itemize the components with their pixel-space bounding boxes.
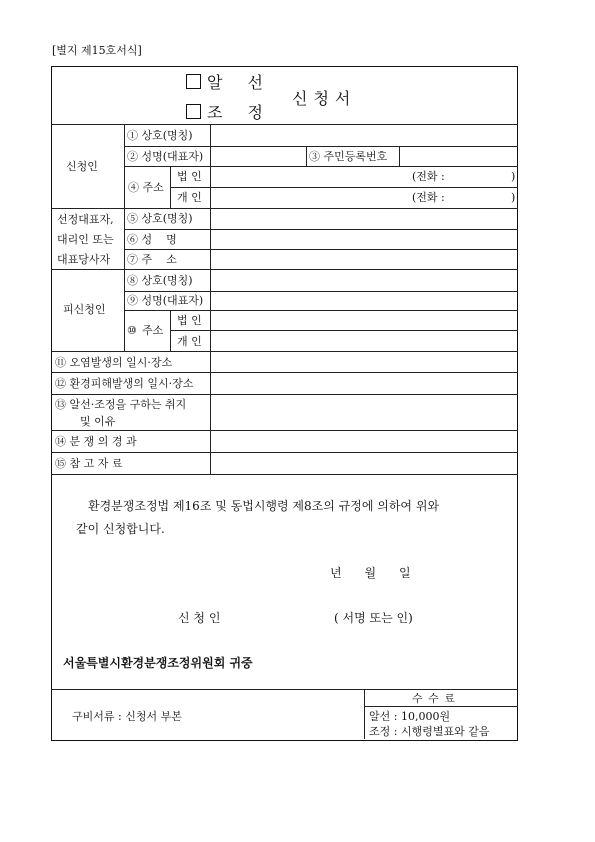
respondent-section-label: 피신청인 — [63, 303, 106, 316]
applicant-address-label: ④ 주소 — [128, 181, 164, 194]
title-option-conciliation[interactable]: 조 정 — [186, 103, 273, 122]
declaration-line-1: 환경분쟁조정법 제16조 및 동법시행령 제8조의 규정에 의하여 위와 — [88, 499, 439, 513]
fee-conciliation: 조정 : 시행령별표와 같음 — [369, 725, 490, 738]
dispute-history-label: ⑭ 분 쟁 의 경 과 — [55, 435, 137, 448]
purpose-label-1: ⑬ 알선·조정을 구하는 취지 — [55, 398, 187, 411]
required-documents: 구비서류 : 신청서 부본 — [72, 710, 182, 723]
date-line: 년 월 일 — [330, 566, 411, 580]
title-main: 신청서 — [292, 89, 357, 108]
applicant-name-label: ② 성명(대표자) — [127, 150, 204, 163]
applicant-company-label: ① 상호(명칭) — [127, 129, 193, 142]
representative-company-label: ⑤ 상호(명칭) — [127, 212, 193, 225]
representative-section-label-2: 대리인 또는 — [57, 233, 114, 246]
applicant-corporate-label: 법 인 — [177, 170, 202, 183]
representative-section-label-1: 선정대표자, — [57, 213, 114, 226]
representative-address-label: ⑦ 주 소 — [127, 253, 177, 266]
purpose-label-2: 및 이유 — [80, 415, 116, 428]
representative-section-label-3: 대표당사자 — [57, 253, 111, 266]
applicant-individual-label: 개 인 — [177, 191, 202, 204]
applicant-corporate-phone-open: (전화 : — [412, 170, 445, 183]
applicant-individual-phone-open: (전화 : — [412, 191, 445, 204]
fee-mediation: 알선 : 10,000원 — [369, 710, 451, 723]
applicant-sign-label: 신 청 인 — [178, 611, 221, 625]
checkbox-conciliation[interactable] — [186, 104, 201, 119]
respondent-address-number: ⑩ — [127, 324, 137, 337]
pollution-datetime-place-label: ⑪ 오염발생의 일시·장소 — [55, 356, 173, 369]
respondent-company-label: ⑧ 상호(명칭) — [127, 274, 193, 287]
declaration-line-2: 같이 신청합니다. — [76, 522, 165, 536]
damage-datetime-place-label: ⑫ 환경피해발생의 일시·장소 — [55, 377, 194, 390]
representative-name-label: ⑥ 성 명 — [127, 233, 177, 246]
applicant-corporate-phone-close: ) — [511, 170, 516, 183]
respondent-individual-label: 개 인 — [177, 335, 202, 348]
respondent-name-label: ⑨ 성명(대표자) — [127, 294, 204, 307]
title-option-mediation[interactable]: 알 선 — [186, 73, 273, 92]
applicant-individual-phone-close: ) — [511, 191, 516, 204]
applicant-resident-no-label: ③ 주민등록번호 — [309, 150, 388, 163]
reference-materials-label: ⑮ 참 고 자 료 — [55, 457, 123, 470]
respondent-corporate-label: 법 인 — [177, 314, 202, 327]
checkbox-mediation[interactable] — [186, 74, 201, 89]
respondent-address-label: 주소 — [142, 324, 164, 337]
applicant-section-label: 신청인 — [66, 160, 98, 173]
fee-title: 수 수 료 — [412, 692, 456, 705]
addressee: 서울특별시환경분쟁조정위원회 귀중 — [63, 656, 253, 670]
signature-or-seal: ( 서명 또는 인) — [334, 611, 413, 625]
form-label: [별지 제15호서식] — [52, 44, 142, 57]
